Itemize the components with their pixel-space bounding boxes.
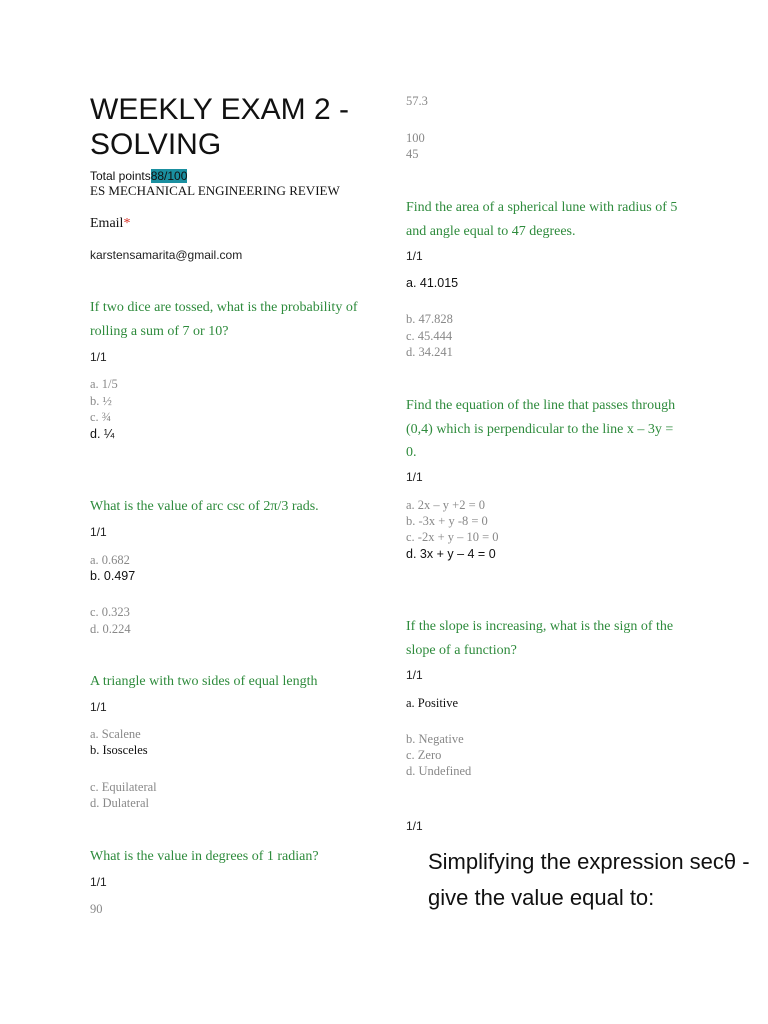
option: a. 1/5 [90, 377, 118, 391]
option: a. 0.682 [90, 553, 130, 567]
option-selected: a. 41.015 [406, 276, 459, 290]
option: 57.3 [406, 94, 428, 108]
question-8-text-line-2: give the value equal to: [428, 885, 655, 910]
option: b. -3x + y -8 = 0 [406, 514, 488, 528]
option: d. Undefined [406, 764, 472, 778]
total-points [90, 169, 187, 183]
option: c. -2x + y – 10 = 0 [406, 530, 499, 544]
question-1-text: If two dice are tossed, what is the probability of rolling a sum of 7 or 10? [90, 300, 358, 339]
option: c. ¾ [90, 410, 112, 424]
question-1-score: 1/1 [90, 350, 107, 364]
option: c. Equilateral [90, 780, 157, 794]
option: d. 34.241 [406, 345, 453, 359]
option: b. 47.828 [406, 312, 453, 326]
question-2-text: What is the value of arc csc of 2π/3 rads. [90, 499, 319, 514]
email-value: karstensamarita@gmail.com [90, 248, 243, 262]
question-7-score: 1/1 [406, 668, 423, 682]
required-mark: * [123, 216, 131, 231]
question-4-text: What is the value in degrees of 1 radian? [90, 849, 319, 864]
question-8-score: 1/1 [406, 819, 423, 833]
option-selected: b. 0.497 [90, 569, 136, 583]
total-points-value: 88/100 [150, 169, 188, 183]
option: d. 0.224 [90, 622, 131, 636]
question-2-score: 1/1 [90, 525, 107, 539]
option-selected: d. 3x + y – 4 = 0 [406, 547, 496, 561]
option-selected: b. Isosceles [90, 743, 148, 757]
question-1-options [90, 376, 118, 442]
question-4-score: 1/1 [90, 875, 107, 889]
page-title: WEEKLY EXAM 2 - SOLVING [90, 93, 349, 161]
option-selected: a. Positive [406, 696, 459, 710]
total-points-label: Total points [90, 169, 151, 183]
question-3-text: A triangle with two sides of equal length [90, 674, 318, 689]
question-6-score: 1/1 [406, 470, 423, 484]
option: c. Zero [406, 748, 442, 762]
option: b. ½ [90, 393, 112, 408]
option: a. 2x – y +2 = 0 [406, 498, 486, 512]
question-3-score: 1/1 [90, 700, 107, 714]
option: 90 [90, 902, 103, 916]
email-label-text: Email [90, 216, 124, 231]
question-8-text-line-1: Simplifying the expression secθ - [428, 849, 750, 874]
question-5-score: 1/1 [406, 249, 423, 263]
option-selected: d. ¼ [90, 426, 115, 441]
question-6-text: Find the equation of the line that passes through (0,4) which is perpendicular to the line x – 3y = 0. [406, 398, 676, 460]
option: c. 45.444 [406, 329, 453, 343]
question-5-text: Find the area of a spherical lune with radius of 5 and angle equal to 47 degrees. [406, 200, 678, 239]
exam-subtitle: ES MECHANICAL ENGINEERING REVIEW [90, 183, 340, 198]
option: a. Scalene [90, 727, 141, 741]
question-7-text: If the slope is increasing, what is the sign of the slope of a function? [406, 619, 674, 658]
option: 45 [406, 147, 419, 161]
option: b. Negative [406, 732, 464, 746]
option: c. 0.323 [90, 605, 130, 619]
option: d. Dulateral [90, 796, 150, 810]
email-label [90, 216, 130, 232]
option: 100 [406, 131, 425, 145]
